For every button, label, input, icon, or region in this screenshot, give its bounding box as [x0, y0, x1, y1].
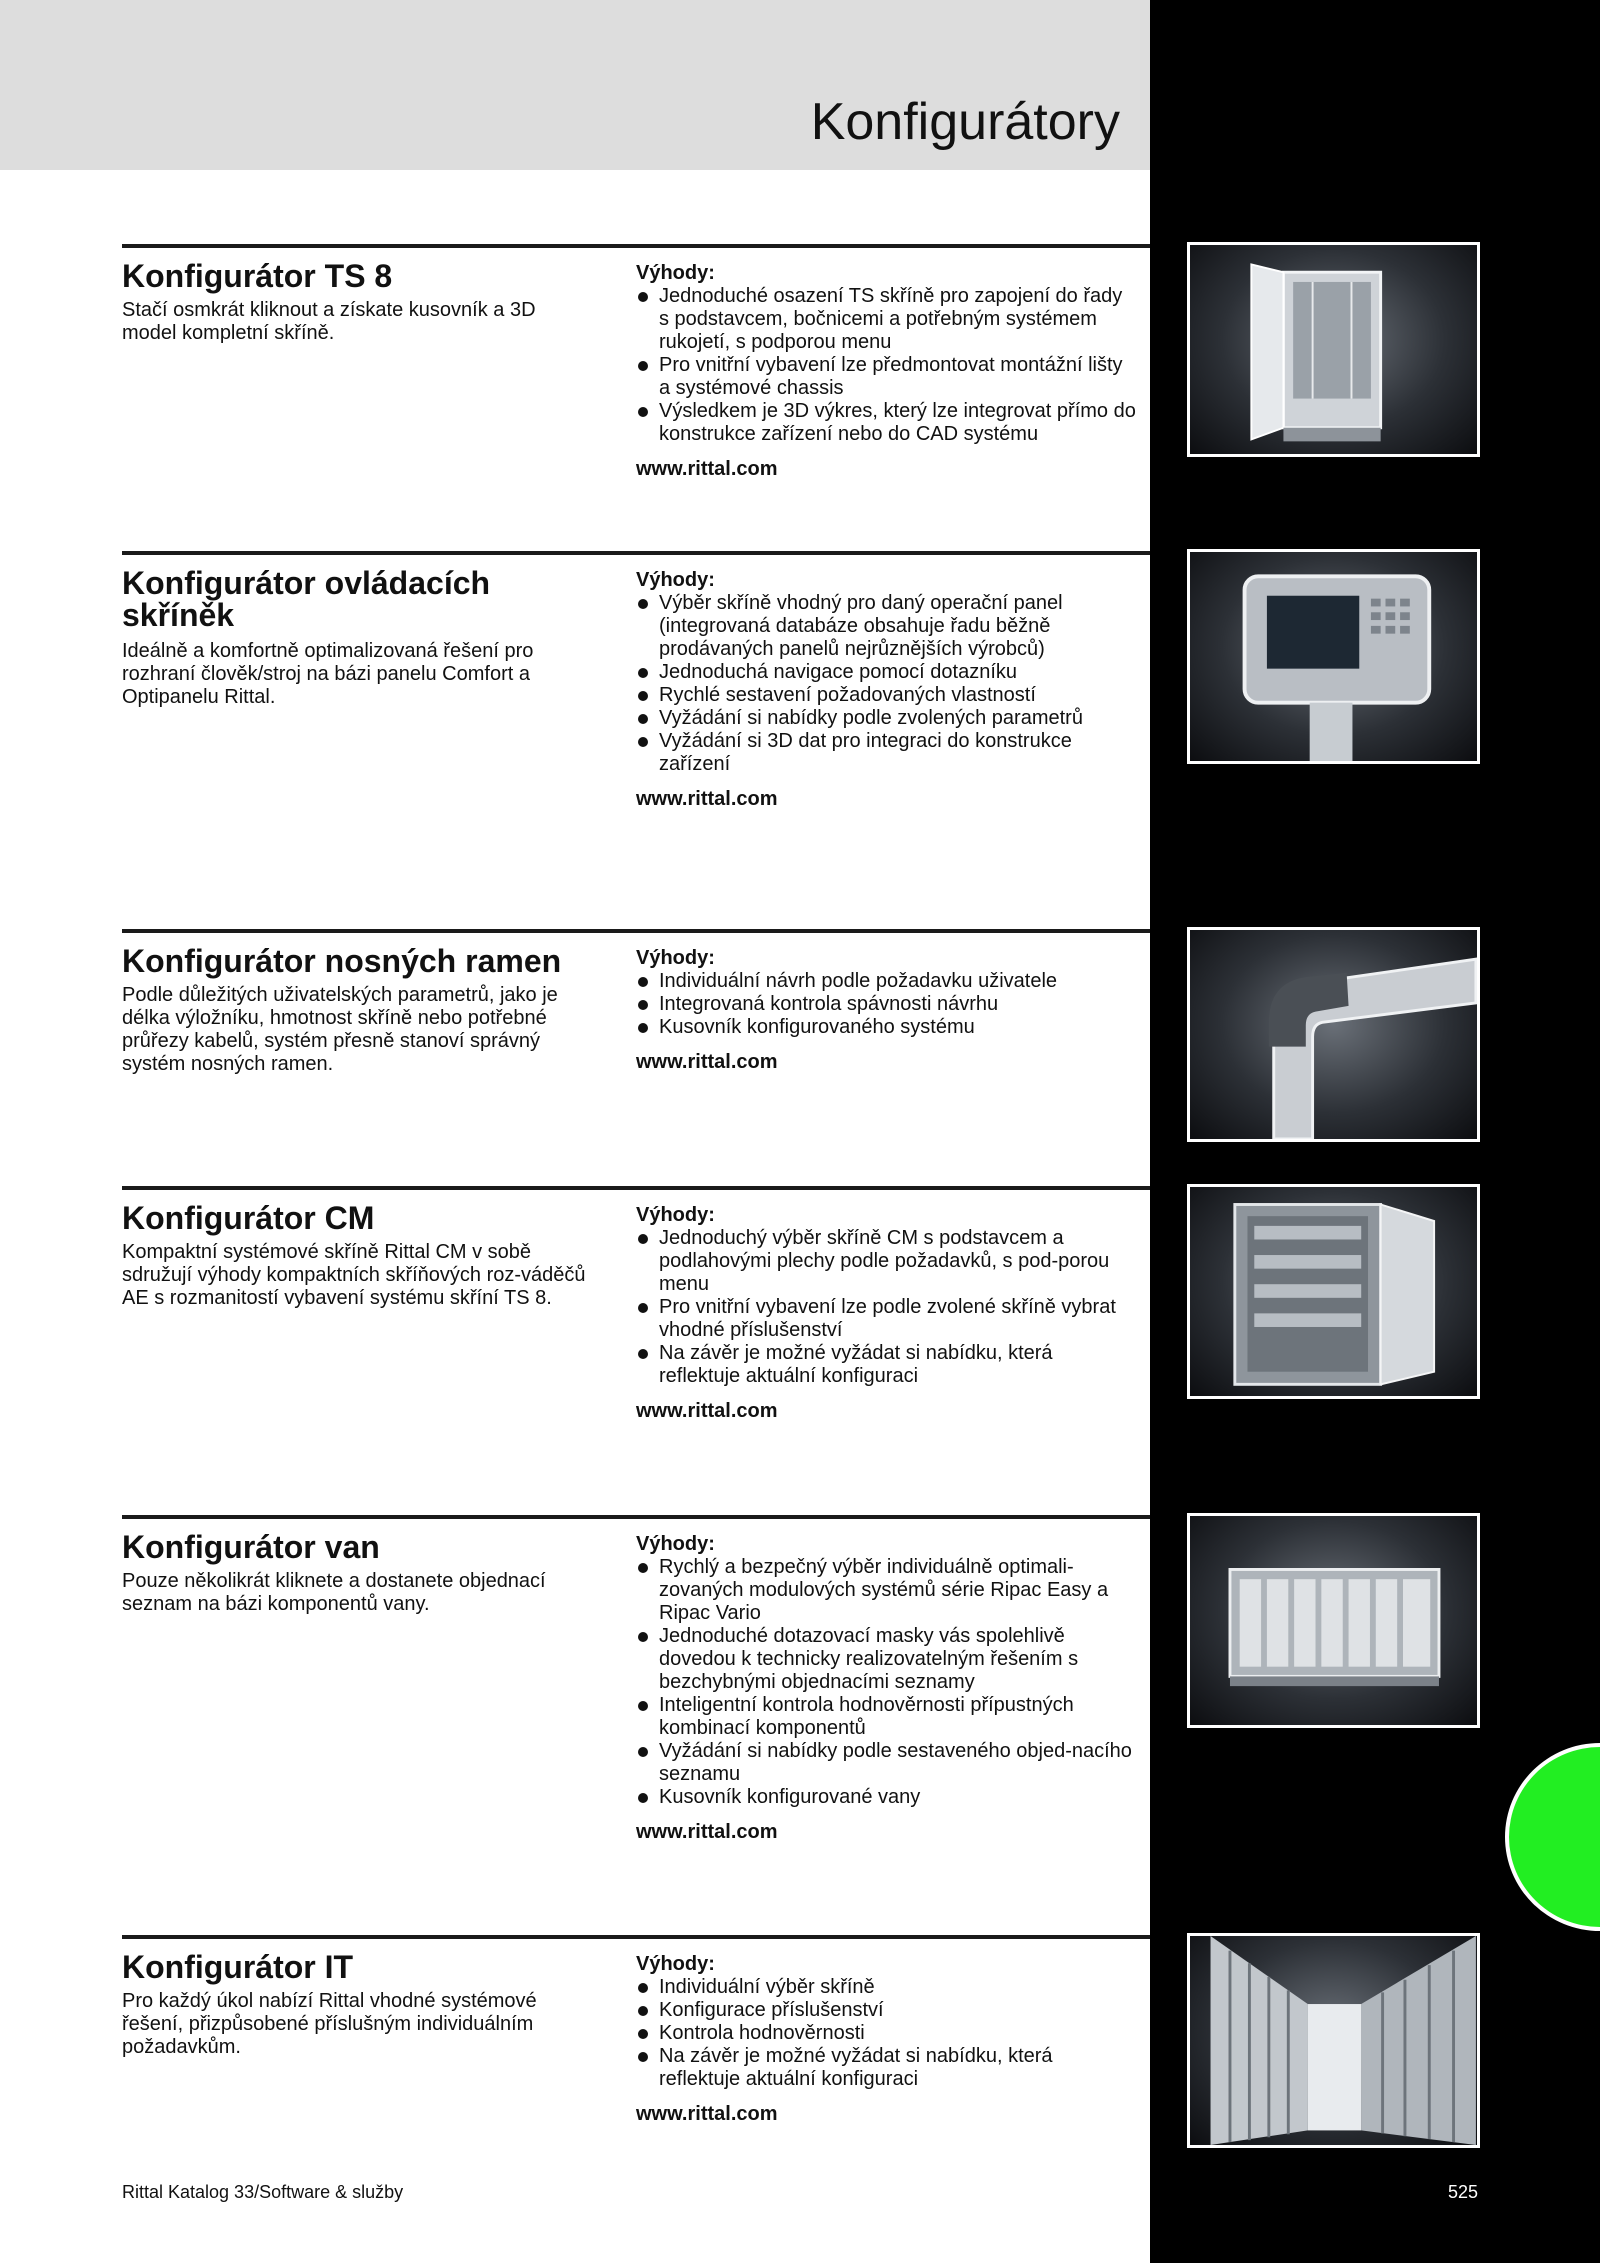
- section-description: Kompaktní systémové skříně Rittal CM v sobě sdružují výhody kompaktních skříňových roz-váděčů AE s rozmanitostí vybavení systému skříní TS 8.: [122, 1241, 586, 1309]
- page-number: 525: [1448, 2182, 1479, 2202]
- advantages-block: [636, 262, 1136, 481]
- bullet-icon: [638, 2006, 648, 2016]
- section-description: Pouze několikrát kliknete a dostanete objednací seznam na bázi komponentů vany.: [122, 1570, 546, 1615]
- bullet-icon: [638, 1349, 648, 1359]
- bullet-icon: [638, 1632, 648, 1642]
- advantage-item: Výsledkem je 3D výkres, který lze integrovat přímo do konstrukce zařízení nebo do CAD systému: [636, 400, 1136, 446]
- bullet-icon: [638, 2029, 648, 2039]
- advantages-list: [636, 285, 1136, 446]
- advantage-item: Individuální návrh podle požadavku uživatele: [636, 970, 1136, 993]
- bullet-icon: [638, 977, 648, 987]
- advantage-item: Jednoduchá navigace pomocí dotazníku: [636, 661, 1136, 684]
- advantage-item: Kusovník konfigurované vany: [636, 1786, 1136, 1809]
- bullet-icon: [638, 1701, 648, 1711]
- control-panel-housing-photo: [1187, 549, 1480, 764]
- section-divider: [122, 551, 1150, 555]
- bullet-icon: [638, 2052, 648, 2062]
- advantage-item: Rychlý a bezpečný výběr individuálně optimali-zovaných modulových systémů série Ripac Easy a Ripac Vario: [636, 1556, 1136, 1625]
- bullet-icon: [638, 292, 648, 302]
- section-description: Podle důležitých uživatelských parametrů, jako je délka výložníku, hmotnost skříně nebo potřebné průřezy kabelů, systém přesně stanoví správný systém nosných ramen.: [122, 984, 558, 1075]
- section-divider: [122, 1515, 1150, 1519]
- advantage-item: Jednoduché osazení TS skříně pro zapojení do řady s podstavcem, bočnicemi a potřebným systémem rukojetí, s podporou menu: [636, 285, 1136, 354]
- section-description: Pro každý úkol nabízí Rittal vhodné systémové řešení, přizpůsobené příslušným individuálním požadavkům.: [122, 1990, 537, 2058]
- advantage-item: Integrovaná kontrola spávnosti návrhu: [636, 993, 1136, 1016]
- advantages-list: [636, 1227, 1136, 1388]
- bullet-icon: [638, 1303, 648, 1313]
- section-title: Konfigurátor ovládacích skříněk: [122, 565, 491, 633]
- bullet-icon: [638, 1023, 648, 1033]
- subrack-illustration: [1190, 1516, 1477, 1725]
- bullet-icon: [638, 714, 648, 724]
- advantages-block: [636, 1533, 1136, 1844]
- advantage-item: Jednoduchý výběr skříně CM s podstavcem a podlahovými plechy podle požadavků, s pod-porou menu: [636, 1227, 1136, 1296]
- advantages-heading: Výhody:: [636, 1953, 715, 1975]
- bullet-icon: [638, 407, 648, 417]
- advantage-item: Individuální výběr skříně: [636, 1976, 1136, 1999]
- bullet-icon: [638, 1747, 648, 1757]
- it-racks-photo: [1187, 1933, 1480, 2148]
- ripac-subrack-photo: [1187, 1513, 1480, 1728]
- advantages-list: [636, 1556, 1136, 1809]
- section-title: Konfigurátor van: [122, 1529, 380, 1565]
- advantages-block: [636, 1204, 1136, 1423]
- website-link[interactable]: www.rittal.com: [636, 788, 778, 810]
- advantage-item: Rychlé sestavení požadovaných vlastností: [636, 684, 1136, 707]
- advantages-list: [636, 1976, 1136, 2091]
- bullet-icon: [638, 1234, 648, 1244]
- website-link[interactable]: www.rittal.com: [636, 458, 778, 480]
- advantages-heading: Výhody:: [636, 947, 715, 969]
- it-racks-illustration: [1190, 1936, 1477, 2145]
- advantage-item: Pro vnitřní vybavení lze předmontovat montážní lišty a systémové chassis: [636, 354, 1136, 400]
- section-divider: [122, 244, 1150, 248]
- website-link[interactable]: www.rittal.com: [636, 1051, 778, 1073]
- advantage-item: Pro vnitřní vybavení lze podle zvolené skříně vybrat vhodné příslušenství: [636, 1296, 1136, 1342]
- cm-enclosure-photo: [1187, 1184, 1480, 1399]
- bullet-icon: [638, 1793, 648, 1803]
- bullet-icon: [638, 1563, 648, 1573]
- section-title: Konfigurátor TS 8: [122, 258, 393, 294]
- bullet-icon: [638, 599, 648, 609]
- section-description: Ideálně a komfortně optimalizovaná řešení pro rozhraní člověk/stroj na bázi panelu Comfort a Optipanelu Rittal.: [122, 640, 534, 708]
- bullet-icon: [638, 668, 648, 678]
- bullet-icon: [638, 1000, 648, 1010]
- advantage-item: Kusovník konfigurovaného systému: [636, 1016, 1136, 1039]
- support-arm-photo: [1187, 927, 1480, 1142]
- advantage-item: Na závěr je možné vyžádat si nabídku, která reflektuje aktuální konfiguraci: [636, 2045, 1136, 2091]
- website-link[interactable]: www.rittal.com: [636, 1400, 778, 1422]
- section-divider: [122, 929, 1150, 933]
- website-link[interactable]: www.rittal.com: [636, 1821, 778, 1843]
- bullet-icon: [638, 1983, 648, 1993]
- advantage-item: Jednoduché dotazovací masky vás spolehlivě dovedou k technicky realizovatelným řešením s bezchybnými objednacími seznamy: [636, 1625, 1136, 1694]
- advantages-block: [636, 1953, 1136, 2126]
- website-link[interactable]: www.rittal.com: [636, 2103, 778, 2125]
- section-title: Konfigurátor IT: [122, 1949, 354, 1985]
- section-description: Stačí osmkrát kliknout a získate kusovník a 3D model kompletní skříně.: [122, 299, 536, 344]
- advantages-block: [636, 947, 1136, 1074]
- support-arm-illustration: [1190, 930, 1477, 1139]
- bullet-icon: [638, 737, 648, 747]
- ts8-enclosure-photo: [1187, 242, 1480, 457]
- control-panel-illustration: [1190, 552, 1477, 761]
- page-title: Konfigurátory: [810, 93, 1120, 151]
- advantages-heading: Výhody:: [636, 569, 715, 591]
- advantage-item: Konfigurace příslušenství: [636, 1999, 1136, 2022]
- cm-enclosure-illustration: [1190, 1187, 1477, 1396]
- section-title: Konfigurátor nosných ramen: [122, 943, 562, 979]
- footer-catalog: Rittal Katalog 33/Software & služby: [122, 2182, 404, 2202]
- enclosure-illustration: [1190, 245, 1477, 454]
- advantage-item: Vyžádání si nabídky podle sestaveného objed-nacího seznamu: [636, 1740, 1136, 1786]
- advantage-item: Výběr skříně vhodný pro daný operační panel (integrovaná databáze obsahuje řadu běžně prodávaných panelů nejrůznějších výrobců): [636, 592, 1136, 661]
- advantages-list: [636, 970, 1136, 1039]
- advantages-heading: Výhody:: [636, 1533, 715, 1555]
- advantages-block: [636, 569, 1136, 811]
- advantage-item: Inteligentní kontrola hodnověrnosti přípustných kombinací komponentů: [636, 1694, 1136, 1740]
- advantages-heading: Výhody:: [636, 1204, 715, 1226]
- section-title: Konfigurátor CM: [122, 1200, 375, 1236]
- advantage-item: Vyžádání si 3D dat pro integraci do konstrukce zařízení: [636, 730, 1136, 776]
- advantage-item: Na závěr je možné vyžádat si nabídku, která reflektuje aktuální konfiguraci: [636, 1342, 1136, 1388]
- bullet-icon: [638, 361, 648, 371]
- advantages-list: [636, 592, 1136, 776]
- bullet-icon: [638, 691, 648, 701]
- section-divider: [122, 1935, 1150, 1939]
- section-divider: [122, 1186, 1150, 1190]
- advantages-heading: Výhody:: [636, 262, 715, 284]
- advantage-item: Vyžádání si nabídky podle zvolených parametrů: [636, 707, 1136, 730]
- advantage-item: Kontrola hodnověrnosti: [636, 2022, 1136, 2045]
